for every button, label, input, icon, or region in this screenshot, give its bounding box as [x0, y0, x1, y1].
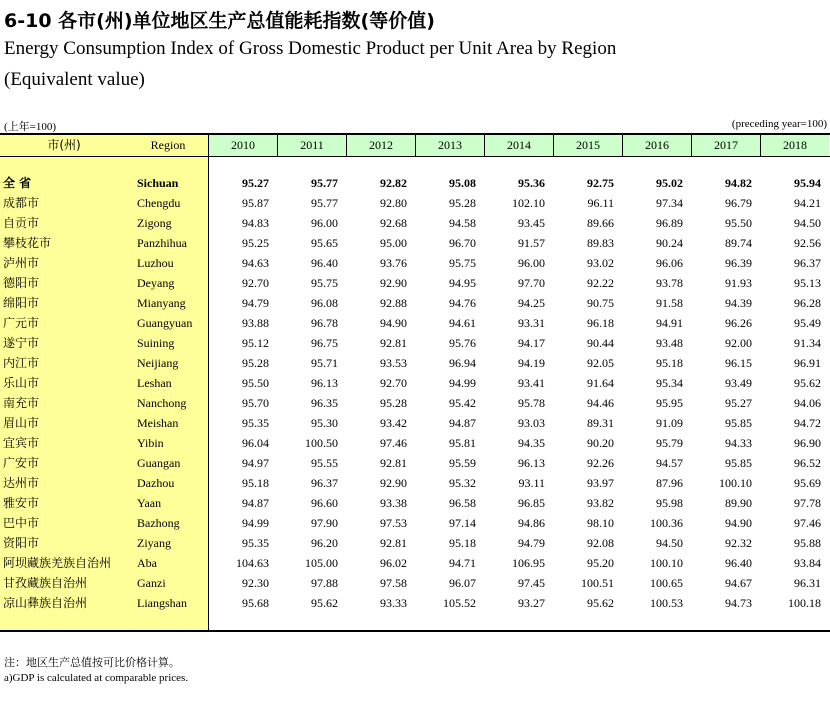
row-value: 96.06	[656, 256, 683, 270]
row-value: 94.87	[449, 416, 476, 430]
row-value: 96.94	[449, 356, 476, 370]
row-value: 97.34	[656, 196, 683, 210]
row-value: 92.81	[380, 336, 407, 350]
row-value: 98.10	[587, 516, 614, 530]
row-city-name: 广安市	[3, 456, 40, 470]
row-value: 95.75	[449, 256, 476, 270]
table-row	[0, 273, 830, 293]
row-region-name: Dazhou	[137, 476, 175, 490]
row-value: 96.04	[242, 436, 269, 450]
header-region: Region	[150, 138, 186, 152]
table-row	[0, 213, 830, 233]
row-value: 93.82	[587, 496, 614, 510]
row-city-name: 阿坝藏族羌族自治州	[3, 556, 112, 570]
table-row	[0, 353, 830, 373]
table-row	[0, 373, 830, 393]
row-value: 95.85	[725, 416, 752, 430]
row-value: 93.84	[794, 556, 821, 570]
row-value: 95.62	[587, 596, 614, 610]
row-value: 96.85	[518, 496, 545, 510]
row-value: 95.13	[794, 276, 821, 290]
row-value: 93.31	[518, 316, 545, 330]
row-value: 96.70	[449, 236, 476, 250]
page-title-english-subtitle: (Equivalent value)	[4, 69, 145, 90]
row-city-name: 宜宾市	[3, 436, 40, 450]
row-value: 94.71	[449, 556, 476, 570]
row-value: 94.67	[725, 576, 752, 590]
row-value: 100.10	[719, 476, 752, 490]
row-value: 94.50	[794, 216, 821, 230]
table-row	[0, 513, 830, 533]
row-value: 93.27	[518, 596, 545, 610]
row-value: 90.24	[656, 236, 683, 250]
row-value: 100.18	[788, 596, 821, 610]
row-value: 93.49	[725, 376, 752, 390]
row-value: 96.60	[311, 496, 338, 510]
row-city-name: 凉山彝族自治州	[3, 596, 88, 610]
unit-note-cn: (上年=100)	[4, 121, 57, 133]
row-value: 89.74	[725, 236, 752, 250]
table-row	[0, 493, 830, 513]
row-value: 100.50	[305, 436, 338, 450]
row-value: 95.78	[518, 396, 545, 410]
header-year: 2017	[691, 134, 760, 156]
row-value: 100.65	[650, 576, 683, 590]
row-value: 95.77	[311, 196, 338, 210]
row-value: 96.35	[311, 396, 338, 410]
row-value: 94.63	[242, 256, 269, 270]
top-rule	[0, 133, 830, 135]
row-value: 95.87	[242, 196, 269, 210]
row-value: 90.44	[587, 336, 614, 350]
header-year: 2018	[760, 134, 829, 156]
row-value: 93.02	[587, 256, 614, 270]
row-value: 96.13	[311, 376, 338, 390]
row-region-name: Liangshan	[137, 596, 187, 610]
row-value: 93.97	[587, 476, 614, 490]
row-value: 96.78	[311, 316, 338, 330]
row-value: 95.30	[311, 416, 338, 430]
row-value: 94.73	[725, 596, 752, 610]
row-city-name: 自贡市	[3, 216, 40, 230]
row-value: 94.99	[449, 376, 476, 390]
row-value: 96.15	[725, 356, 752, 370]
header-city: 市(州)	[47, 138, 81, 152]
row-value: 96.00	[311, 216, 338, 230]
row-value: 95.62	[794, 376, 821, 390]
header-year: 2011	[277, 134, 346, 156]
row-city-name: 南充市	[3, 396, 40, 410]
row-value: 94.95	[449, 276, 476, 290]
row-value: 97.14	[449, 516, 476, 530]
row-value: 93.11	[518, 476, 545, 490]
row-city-name: 攀枝花市	[3, 236, 52, 250]
row-value: 95.68	[242, 596, 269, 610]
row-value: 94.06	[794, 396, 821, 410]
row-value: 95.70	[242, 396, 269, 410]
row-value: 92.70	[380, 376, 407, 390]
row-region-name: Sichuan	[137, 176, 179, 190]
row-value: 95.79	[656, 436, 683, 450]
row-value: 95.18	[656, 356, 683, 370]
row-value: 91.57	[518, 236, 545, 250]
row-value: 96.40	[725, 556, 752, 570]
header-rule	[0, 156, 830, 157]
row-value: 95.27	[725, 396, 752, 410]
row-city-name: 雅安市	[3, 496, 40, 510]
row-value: 92.88	[380, 296, 407, 310]
row-value: 94.46	[587, 396, 614, 410]
table-row	[0, 253, 830, 273]
row-value: 95.95	[656, 396, 683, 410]
table-row	[0, 593, 830, 613]
row-region-name: Meishan	[137, 416, 179, 430]
row-city-name: 德阳市	[3, 276, 40, 290]
row-value: 93.88	[242, 316, 269, 330]
row-value: 94.79	[518, 536, 545, 550]
row-value: 96.00	[518, 256, 545, 270]
row-value: 94.91	[656, 316, 683, 330]
row-region-name: Leshan	[137, 376, 172, 390]
row-value: 96.52	[794, 456, 821, 470]
row-value: 106.95	[512, 556, 545, 570]
row-value: 94.35	[518, 436, 545, 450]
row-value: 92.90	[380, 476, 407, 490]
row-value: 97.88	[311, 576, 338, 590]
row-value: 97.46	[794, 516, 821, 530]
row-value: 94.99	[242, 516, 269, 530]
row-region-name: Deyang	[137, 276, 175, 290]
row-value: 96.79	[725, 196, 752, 210]
row-value: 95.59	[449, 456, 476, 470]
table-row	[0, 553, 830, 573]
row-value: 95.28	[380, 396, 407, 410]
row-value: 95.81	[449, 436, 476, 450]
row-value: 96.75	[311, 336, 338, 350]
row-region-name: Neijiang	[137, 356, 179, 370]
row-value: 96.26	[725, 316, 752, 330]
table-row	[0, 533, 830, 553]
row-value: 89.90	[725, 496, 752, 510]
table-row	[0, 573, 830, 593]
unit-note-en: (preceding year=100)	[731, 118, 827, 130]
row-city-name: 遂宁市	[3, 336, 40, 350]
bottom-rule	[0, 630, 830, 632]
row-value: 94.97	[242, 456, 269, 470]
row-value: 104.63	[236, 556, 269, 570]
footnote-en: a)GDP is calculated at comparable prices.	[4, 672, 189, 684]
row-value: 94.76	[449, 296, 476, 310]
row-value: 92.32	[725, 536, 752, 550]
row-value: 100.53	[650, 596, 683, 610]
row-value: 93.41	[518, 376, 545, 390]
row-value: 100.51	[581, 576, 614, 590]
row-value: 92.05	[587, 356, 614, 370]
row-value: 96.58	[449, 496, 476, 510]
row-value: 95.02	[656, 176, 683, 190]
row-value: 96.20	[311, 536, 338, 550]
row-value: 92.08	[587, 536, 614, 550]
row-value: 94.25	[518, 296, 545, 310]
row-region-name: Ziyang	[137, 536, 171, 550]
header-year: 2015	[553, 134, 622, 156]
row-value: 94.86	[518, 516, 545, 530]
table-row	[0, 413, 830, 433]
row-value: 92.22	[587, 276, 614, 290]
row-value: 97.53	[380, 516, 407, 530]
row-value: 97.70	[518, 276, 545, 290]
row-value: 92.81	[380, 456, 407, 470]
row-value: 94.90	[380, 316, 407, 330]
row-value: 96.13	[518, 456, 545, 470]
row-value: 87.96	[656, 476, 683, 490]
row-value: 96.02	[380, 556, 407, 570]
page-title: 6-10 各市(州)单位地区生产总值能耗指数(等价值)	[4, 10, 435, 32]
row-value: 96.40	[311, 256, 338, 270]
row-region-name: Aba	[137, 556, 157, 570]
table-row-total	[0, 173, 830, 193]
row-value: 94.72	[794, 416, 821, 430]
row-region-name: Nanchong	[137, 396, 187, 410]
row-city-name: 成都市	[3, 196, 40, 210]
row-value: 93.76	[380, 256, 407, 270]
row-value: 92.30	[242, 576, 269, 590]
row-region-name: Yibin	[137, 436, 164, 450]
row-value: 97.46	[380, 436, 407, 450]
row-value: 96.39	[725, 256, 752, 270]
row-city-name: 达州市	[3, 476, 40, 490]
row-value: 94.19	[518, 356, 545, 370]
row-value: 91.64	[587, 376, 614, 390]
row-value: 105.52	[443, 596, 476, 610]
table-row	[0, 313, 830, 333]
row-region-name: Mianyang	[137, 296, 186, 310]
row-value: 92.90	[380, 276, 407, 290]
row-value: 94.50	[656, 536, 683, 550]
table-header	[0, 134, 830, 156]
row-value: 96.89	[656, 216, 683, 230]
row-region-name: Suining	[137, 336, 175, 350]
row-region-name: Guangyuan	[137, 316, 193, 330]
row-value: 93.03	[518, 416, 545, 430]
page-title-english: Energy Consumption Index of Gross Domestic Product per Unit Area by Region	[4, 38, 617, 59]
row-value: 100.10	[650, 556, 683, 570]
row-city-name: 巴中市	[3, 516, 40, 530]
row-value: 96.28	[794, 296, 821, 310]
row-city-name: 内江市	[3, 356, 40, 370]
row-value: 90.20	[587, 436, 614, 450]
table-row	[0, 433, 830, 453]
row-value: 95.42	[449, 396, 476, 410]
row-value: 92.82	[380, 176, 407, 190]
row-value: 95.32	[449, 476, 476, 490]
row-value: 95.18	[242, 476, 269, 490]
row-value: 92.68	[380, 216, 407, 230]
row-value: 97.90	[311, 516, 338, 530]
row-value: 95.28	[449, 196, 476, 210]
row-value: 95.35	[242, 536, 269, 550]
row-city-name: 广元市	[3, 316, 40, 330]
row-value: 93.38	[380, 496, 407, 510]
row-value: 95.94	[794, 176, 821, 190]
footnote-cn: 注：地区生产总值按可比价格计算。	[4, 656, 180, 669]
row-value: 89.83	[587, 236, 614, 250]
row-value: 91.93	[725, 276, 752, 290]
row-city-name: 甘孜藏族自治州	[3, 576, 88, 590]
row-value: 95.98	[656, 496, 683, 510]
row-value: 93.53	[380, 356, 407, 370]
row-value: 95.76	[449, 336, 476, 350]
row-value: 89.31	[587, 416, 614, 430]
row-city-name: 绵阳市	[3, 296, 40, 310]
row-value: 94.79	[242, 296, 269, 310]
row-value: 94.82	[725, 176, 752, 190]
row-value: 100.36	[650, 516, 683, 530]
header-year: 2013	[415, 134, 484, 156]
row-value: 95.34	[656, 376, 683, 390]
row-value: 95.71	[311, 356, 338, 370]
row-value: 95.36	[518, 176, 545, 190]
row-value: 94.17	[518, 336, 545, 350]
table-row	[0, 393, 830, 413]
row-value: 95.18	[449, 536, 476, 550]
row-value: 95.88	[794, 536, 821, 550]
header-year: 2010	[208, 134, 277, 156]
row-value: 96.31	[794, 576, 821, 590]
row-value: 105.00	[305, 556, 338, 570]
row-value: 94.90	[725, 516, 752, 530]
row-value: 92.81	[380, 536, 407, 550]
row-value: 92.75	[587, 176, 614, 190]
row-value: 95.65	[311, 236, 338, 250]
table-row	[0, 293, 830, 313]
row-value: 95.55	[311, 456, 338, 470]
row-value: 96.37	[311, 476, 338, 490]
header-year: 2014	[484, 134, 553, 156]
row-value: 95.00	[380, 236, 407, 250]
table-row	[0, 453, 830, 473]
row-value: 95.08	[449, 176, 476, 190]
row-value: 95.27	[242, 176, 269, 190]
row-value: 95.49	[794, 316, 821, 330]
row-value: 92.80	[380, 196, 407, 210]
row-region-name: Zigong	[137, 216, 172, 230]
row-value: 95.35	[242, 416, 269, 430]
row-region-name: Yaan	[137, 496, 162, 510]
row-value: 89.66	[587, 216, 614, 230]
row-value: 95.28	[242, 356, 269, 370]
row-city-name: 乐山市	[3, 376, 40, 390]
row-value: 90.75	[587, 296, 614, 310]
row-value: 95.85	[725, 456, 752, 470]
row-value: 95.77	[311, 176, 338, 190]
row-region-name: Bazhong	[137, 516, 180, 530]
row-value: 95.62	[311, 596, 338, 610]
row-value: 93.48	[656, 336, 683, 350]
header-year: 2016	[622, 134, 691, 156]
row-value: 95.50	[725, 216, 752, 230]
row-value: 94.57	[656, 456, 683, 470]
row-region-name: Guangan	[137, 456, 181, 470]
row-region-name: Luzhou	[137, 256, 174, 270]
row-value: 93.78	[656, 276, 683, 290]
row-value: 93.45	[518, 216, 545, 230]
row-region-name: Chengdu	[137, 196, 181, 210]
row-value: 96.91	[794, 356, 821, 370]
row-city-name: 眉山市	[3, 416, 40, 430]
row-region-name: Panzhihua	[137, 236, 187, 250]
row-value: 102.10	[512, 196, 545, 210]
row-city-name: 资阳市	[3, 536, 40, 550]
row-value: 92.70	[242, 276, 269, 290]
row-value: 95.75	[311, 276, 338, 290]
row-value: 94.83	[242, 216, 269, 230]
row-value: 97.58	[380, 576, 407, 590]
table-row	[0, 233, 830, 253]
row-value: 94.61	[449, 316, 476, 330]
row-region-name: Ganzi	[137, 576, 166, 590]
row-value: 94.39	[725, 296, 752, 310]
table-row	[0, 193, 830, 213]
row-value: 91.09	[656, 416, 683, 430]
row-value: 94.21	[794, 196, 821, 210]
row-value: 97.78	[794, 496, 821, 510]
row-city-name: 泸州市	[3, 256, 40, 270]
row-value: 95.20	[587, 556, 614, 570]
row-value: 91.34	[794, 336, 821, 350]
row-value: 95.69	[794, 476, 821, 490]
row-value: 93.42	[380, 416, 407, 430]
row-value: 96.37	[794, 256, 821, 270]
row-value: 95.12	[242, 336, 269, 350]
row-value: 95.25	[242, 236, 269, 250]
row-value: 93.33	[380, 596, 407, 610]
row-value: 96.90	[794, 436, 821, 450]
row-value: 94.33	[725, 436, 752, 450]
row-value: 96.08	[311, 296, 338, 310]
row-value: 92.26	[587, 456, 614, 470]
row-value: 96.11	[587, 196, 614, 210]
row-value: 94.58	[449, 216, 476, 230]
table-row	[0, 473, 830, 493]
row-value: 96.07	[449, 576, 476, 590]
row-value: 97.45	[518, 576, 545, 590]
row-value: 91.58	[656, 296, 683, 310]
row-value: 95.50	[242, 376, 269, 390]
header-year: 2012	[346, 134, 415, 156]
row-value: 92.00	[725, 336, 752, 350]
row-value: 94.87	[242, 496, 269, 510]
row-city-name: 全 省	[3, 176, 32, 190]
table-row	[0, 333, 830, 353]
row-value: 96.18	[587, 316, 614, 330]
row-value: 92.56	[794, 236, 821, 250]
